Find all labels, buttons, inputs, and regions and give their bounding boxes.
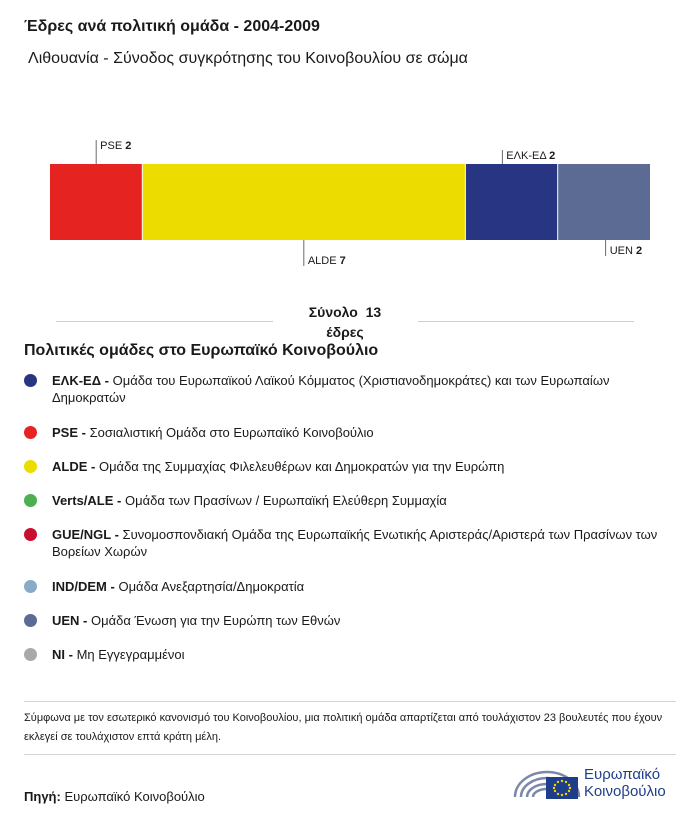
legend-color-dot — [24, 460, 37, 473]
legend-abbreviation: Verts/ALE - — [52, 493, 125, 508]
legend-abbreviation: GUE/NGL - — [52, 527, 123, 542]
legend-item — [24, 646, 672, 663]
bar-label-category: PSE — [100, 140, 126, 152]
legend-color-dot — [24, 580, 37, 593]
bar-label-value: 2 — [635, 245, 643, 257]
legend-color-dot — [24, 648, 37, 661]
legend-description: Ομάδα Ανεξαρτησία/Δημοκρατία — [118, 579, 305, 594]
legend-abbreviation: ΕΛΚ-ΕΔ - — [52, 373, 113, 388]
source-value: Ευρωπαϊκό Κοινοβούλιο — [64, 789, 205, 804]
groups-title: Πολιτικές ομάδες στο Ευρωπαϊκό Κοινοβούλιο — [24, 342, 379, 359]
legend-abbreviation: ALDE - — [52, 459, 99, 474]
legend-item — [24, 578, 672, 595]
total-divider-left — [56, 321, 273, 322]
legend-item — [24, 424, 672, 441]
bar-segment-2 — [465, 164, 557, 240]
legend-color-dot — [24, 426, 37, 439]
logo-line1: Ευρωπαϊκό — [584, 766, 661, 783]
bar-label-category: UEN — [609, 245, 636, 257]
total-seats — [275, 302, 415, 342]
chart-subtitle: Λιθουανία - Σύνοδος συγκρότησης του Κοινοβουλίου σε σώμα — [28, 50, 468, 67]
bar-label — [308, 255, 346, 267]
source-line — [24, 789, 205, 804]
legend-description: Μη Εγγεγραμμένοι — [76, 647, 185, 662]
bar-label-value: 2 — [549, 150, 556, 162]
bar-label-value: 7 — [339, 255, 346, 267]
note-divider-bottom — [24, 754, 676, 755]
logo-text — [584, 766, 666, 800]
legend-item — [24, 612, 672, 629]
legend-abbreviation: UEN - — [52, 613, 91, 628]
hemicycle-icon — [512, 763, 582, 803]
bar-segment-3 — [558, 164, 650, 240]
note-divider-top — [24, 701, 676, 702]
legend-item — [24, 458, 672, 475]
legend-item — [24, 372, 672, 406]
european-parliament-logo[interactable] — [512, 763, 682, 803]
seats-stacked-bar-chart — [0, 130, 700, 275]
legend-abbreviation: PSE - — [52, 425, 90, 440]
total-unit: έδρες — [326, 324, 364, 340]
legend-color-dot — [24, 528, 37, 541]
legend-color-dot — [24, 614, 37, 627]
legend-description: Ομάδα Ένωση για την Ευρώπη των Εθνών — [91, 613, 341, 628]
legend-color-dot — [24, 374, 37, 387]
bar-label-category: ΕΛΚ-ΕΔ — [506, 150, 550, 162]
legend-color-dot — [24, 494, 37, 507]
legend-description: Σοσιαλιστική Ομάδα στο Ευρωπαϊκό Κοινοβούλιο — [89, 425, 374, 440]
chart-title: Έδρες ανά πολιτική ομάδα - 2004-2009 — [24, 18, 320, 35]
total-label: Σύνολο — [308, 304, 358, 320]
bar-label-value: 2 — [125, 140, 132, 152]
legend-item — [24, 492, 672, 509]
bar-label — [100, 140, 131, 152]
bar-segment-1 — [142, 164, 465, 240]
bar-label-category: ALDE — [307, 255, 340, 267]
legend-description: Ομάδα των Πρασίνων / Ευρωπαϊκή Ελεύθερη Συμμαχία — [124, 493, 447, 508]
total-value: 13 — [365, 304, 382, 320]
total-divider-right — [418, 321, 634, 322]
bar-label — [610, 245, 642, 257]
legend-abbreviation: NI - — [52, 647, 77, 662]
legend-item — [24, 526, 672, 560]
logo-line2: Κοινοβούλιο — [584, 783, 666, 800]
legend-description: Συνομοσπονδιακή Ομάδα της Ευρωπαϊκής Ενωτικής Αριστεράς/Αριστερά των Πρασίνων των Βορείων Χωρών — [52, 527, 658, 559]
source-label: Πηγή: — [24, 789, 61, 804]
legend-abbreviation: IND/DEM - — [52, 579, 119, 594]
legend-description: Ομάδα της Συμμαχίας Φιλελευθέρων και Δημοκρατών για την Ευρώπη — [98, 459, 505, 474]
footnote: Σύμφωνα με τον εσωτερικό κανονισμό του Κοινοβουλίου, μια πολιτική ομάδα απαρτίζεται από τουλάχιστον 23 βουλευτές που έχουν εκλεγεί σε τουλάχιστον επτά κράτη μέλη. — [24, 712, 663, 743]
bar-segment-0 — [50, 164, 142, 240]
legend-description: Ομάδα του Ευρωπαϊκού Λαϊκού Κόμματος (Χριστιανοδημοκράτες) και των Ευρωπαίων Δημοκρατών — [52, 373, 610, 405]
bar-label — [506, 150, 555, 162]
